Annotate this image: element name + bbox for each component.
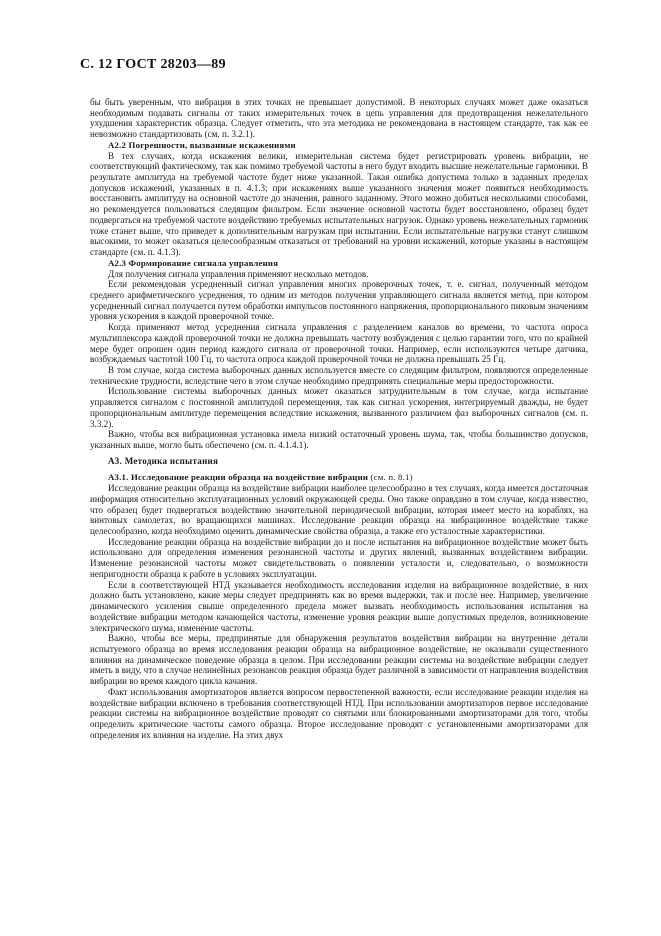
- paragraph: Для получения сигнала управления применяют несколько методов.: [108, 268, 369, 279]
- paragraph: Если в соответствующей НТД указывается необходимость исследования изделия на вибрационное воздействие, в них должно быть установлено, какие меры следует предпринять как во время выдержки, так и после нее. Например, увеличение динамического усиления свыше определенного предела может вызвать необходимость использования испытания на воздействие вибрации методом качающейся частоты, изменение уровня реакции выше допустимых пределов, возникновение электрического шума, изменение частоты.: [90, 579, 588, 633]
- paragraph: Важно, чтобы вся вибрационная установка имела низкий остаточный уровень шума, так, чтобы большинство допусков, указанных выше, могло быть обеспечено (см. п. 4.1.4.1).: [90, 429, 588, 450]
- section-heading-a2-3: А2.3 Формирование сигнала управления: [108, 257, 279, 268]
- paragraph: Если рекомендован усредненный сигнал управления многих проверочных точек, т. е. сигнал, полученный методом среднего арифметического усреднения, то одним из методов получения управляющего сигнала является метод, при котором усредненный сигнал получается путем обработки импульсов постоянного напряжения, пропорционального пиковым значениям уровня ускорения в каждой проверочной точке.: [90, 279, 588, 322]
- section-heading-a3-1-ref: (см. п. 8.1): [368, 472, 413, 483]
- document-body: [90, 97, 588, 740]
- section-heading-a3-1: [90, 472, 588, 483]
- paragraph: Факт использования амортизаторов является вопросом первостепенной важности, если исследование реакции изделия на воздействие вибрации включено в требования соответствующей НТД. При использовании амортизаторов первое исследование реакции системы на вибрационное воздействие проводят со снятыми или блокированными амортизаторами для того, чтобы определить критические частоты самого образца. Второе исследование проводят с установленными амортизаторами для определения их влияния на изделие. На этих двух: [90, 686, 588, 740]
- section-heading-a3: А3. Методика испытания: [108, 455, 219, 466]
- paragraph: Когда применяют метод усреднения сигнала управления с разделением каналов во времени, то частота опроса мультиплексора каждой проверочной точки не должна превышать частоту возбуждения с целью гарантии того, что по крайней мере будет опрошен один период каждого сигнала от проверочной точки. Например, если используются четыре датчика, возбуждаемых частотой 100 Гц, то частота опроса каждой проверочной точки не должна превышать 25 Гц.: [90, 322, 588, 365]
- section-heading-a3-1-title: А3.1. Исследование реакции образца на воздействие вибрации: [108, 472, 369, 483]
- paragraph: Важно, чтобы все меры, предпринятые для обнаружения результатов воздействия вибрации на внутренние детали испытуемого образца во время исследования реакции образца на вибрационное воздействие, не оказывали существенного влияния на динамическое поведение образца в целом. При исследовании реакции системы на воздействие вибрации следует иметь в виду, что в случае нелинейных резонансов реакция образца будет различной в зависимости от направления воздействия вибрации во время каждого цикла качания.: [90, 633, 588, 687]
- paragraph: В тех случаях, когда искажения велики, измерительная система будет регистрировать уровень вибрации, не соответствующий фактическому, так как помимо требуемой частоты в него будут входить высшие нежелательные гармоники. В результате амплитуда на требуемой частоте будет ниже указанной. Такая ошибка допустима только в заданных пределах допусков искажений, указанных в п. 4.1.3; при искажениях выше указанного значения может появиться необходимость восстановить амплитуду на основной частоте до значения, равного заданному. Этого можно добиться несколькими способами, но рекомендуется пользоваться следящим фильтром. Если значение основной частоты будет восстановлено, образец будет подвергаться на требуемой частоте воздействию требуемых испытательных нагрузок. Однако уровень нежелательных гармоник тоже станет выше, что приведет к дополнительным нагрузкам при испытании. Если испытательные нагрузки станут слишком высокими, то может оказаться целесообразным отказаться от требований на уровни искажений, которые указаны в настоящем стандарте (см. п. 4.1.3).: [90, 150, 588, 258]
- paragraph: В том случае, когда система выборочных данных используется вместе со следящим фильтром, появляются определенные технические трудности, вследствие чего в этом случае необходимо предпринять специальные меры предосторожности.: [90, 364, 588, 386]
- section-heading-a2-2: А2.2 Погрешности, вызванные искажениями: [108, 139, 296, 150]
- paragraph: бы быть уверенным, что вибрация в этих точках не превышает допустимой. В некоторых случаях может даже оказаться необходимым подавать сигналы от таких измерительных точек в цепь управления для предотвращения нежелательного ухудшения характеристик образца. Следует отметить, что эта методика не рекомендована в настоящем стандарте, так как ее невозможно стандартизовать (см. п. 3.2.1).: [90, 97, 588, 140]
- paragraph: Исследование реакции образца на воздействие вибрации до и после испытания на вибрационное воздействие может быть использовано для определения изменения резонансной частоты и других явлений, вызванных воздействием вибрации. Изменение резонансной частоты может свидетельствовать о появлении усталости и, следовательно, о возможности непригодности образца к работе в условиях эксплуатации.: [90, 536, 588, 579]
- page-header: С. 12 ГОСТ 28203—89: [80, 57, 226, 72]
- paragraph: Использование системы выборочных данных может оказаться затруднительным в том случае, когда испытание управляется сигналом с постоянной амплитудой перемещения, так как сигнал ускорения, интегрируемый дважды, не будет пропорциональным амплитуде перемещения вследствие искажения, вызванного различием фаз выборочных сигналов (см. п. 3.3.2).: [90, 386, 588, 429]
- paragraph: Исследование реакции образца на воздействие вибрации наиболее целесообразно в тех случаях, когда имеется достаточная информация относительно эксплуатационных условий окружающей среды. Оно также оправдано в том случае, когда известно, что образец будет подвергаться воздействию значительной периодической вибрации, которая имеет место на кораблях, на винтовых самолетах, во вращающихся машинах. Исследование реакции образца на вибрационное воздействие также целесообразно, когда необходимо оценить динамические свойства образца, а также его усталостные характеристики.: [90, 483, 588, 537]
